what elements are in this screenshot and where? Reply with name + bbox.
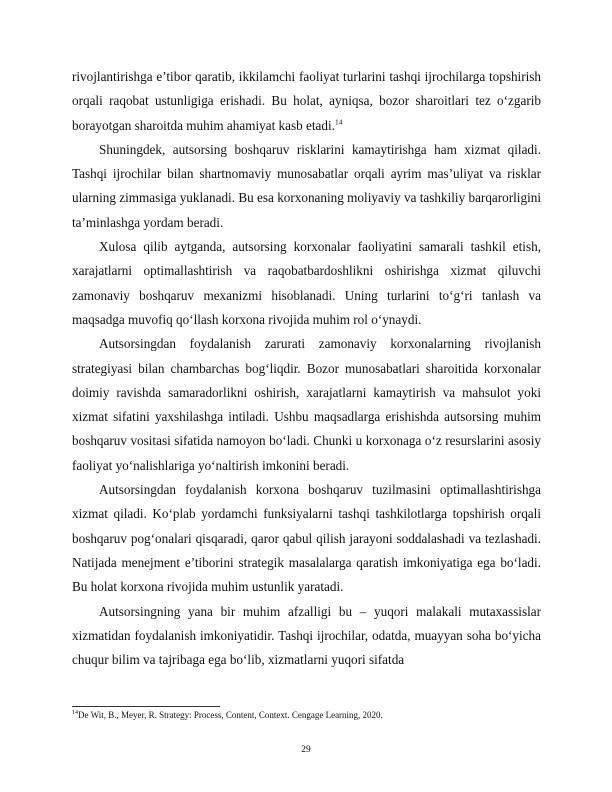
footnote bbox=[72, 709, 541, 721]
footnote-text: De Wit, B., Meyer, R. Strategy: Process, Content, Context. Cengage Learning, 2020. bbox=[78, 710, 383, 720]
paragraph-5: Autsorsingdan foydalanish korxona boshqaruv tuzilmasini optimallashtirishga xizmat qiladi. Ko‘plab yordamchi funksiyalarni tashqi tashkilotlarga topshirish orqali boshqaruv pog‘onalari qisqaradi, qaror qabul qilish jarayoni soddalashadi va tezlashadi. Natijada menejment e’tiborini strategik masalalarga qaratish imkoniyatiga ega bo‘ladi. Bu holat korxona rivojida muhim ustunlik yaratadi. bbox=[72, 482, 541, 595]
footnote-number: 14 bbox=[72, 710, 78, 716]
body-text bbox=[72, 65, 541, 672]
paragraph-3: Xulosa qilib aytganda, autsorsing korxonalar faoliyatini samarali tashkil etish, xarajatlarni optimallashtirish va raqobatbardoshlikni oshirishga xizmat qiluvchi zamonaviy boshqaruv mexanizmi hisoblanadi. Uning turlarini to‘g‘ri tanlash va maqsadga muvofiq qo‘llash korxona rivojida muhim rol o‘ynaydi. bbox=[72, 239, 541, 327]
footnote-divider bbox=[72, 706, 220, 707]
footnote-reference[interactable]: 14 bbox=[334, 117, 343, 127]
paragraph-2: Shuningdek, autsorsing boshqaruv risklarini kamaytirishga ham xizmat qiladi. Tashqi ijrochilar bilan shartnomaviy munosabatlar orqali ayrim mas’uliyat va risklar ularning zimmasiga yuklanadi. Bu esa korxonaning moliyaviy va tashkiliy barqarorligini ta’minlashga yordam beradi. bbox=[72, 141, 541, 230]
paragraph-4: Autsorsingdan foydalanish zarurati zamonaviy korxonalarning rivojlanish strategiyasi bilan chambarchas bog‘liqdir. Bozor munosabatlari sharoitida korxonalar doimiy ravishda samaradorlikni oshirish, xarajatlarni kamaytirish va mahsulot yoki xizmat sifatini yaxshilashga intiladi. Ushbu maqsadlarga erishishda autsorsing muhim boshqaruv vositasi sifatida namoyon bo‘ladi. Chunki u korxonaga o‘z resurslarini asosiy faoliyat yo‘nalishlariga yo‘naltirish imkonini beradi. bbox=[72, 336, 541, 473]
paragraph-1-text: rivojlantirishga e’tibor qaratib, ikkilamchi faoliyat turlarini tashqi ijrochilarga topshirish orqali raqobat ustunligiga erishadi. Bu holat, ayniqsa, bozor sharoitlari tez o‘zgarib borayotgan sharoitda muhim ahamiyat kasb etadi. bbox=[72, 69, 541, 133]
paragraph-1 bbox=[72, 65, 541, 138]
paragraph-6: Autsorsingning yana bir muhim afzalligi bu – yuqori malakali mutaxassislar xizmatidan foydalanish imkoniyatidir. Tashqi ijrochilar, odatda, muayyan soha bo‘yicha chuqur bilim va tajribaga ega bo‘lib, xizmatlarni yuqori sifatda bbox=[72, 603, 541, 668]
page-number: 29 bbox=[301, 745, 311, 755]
